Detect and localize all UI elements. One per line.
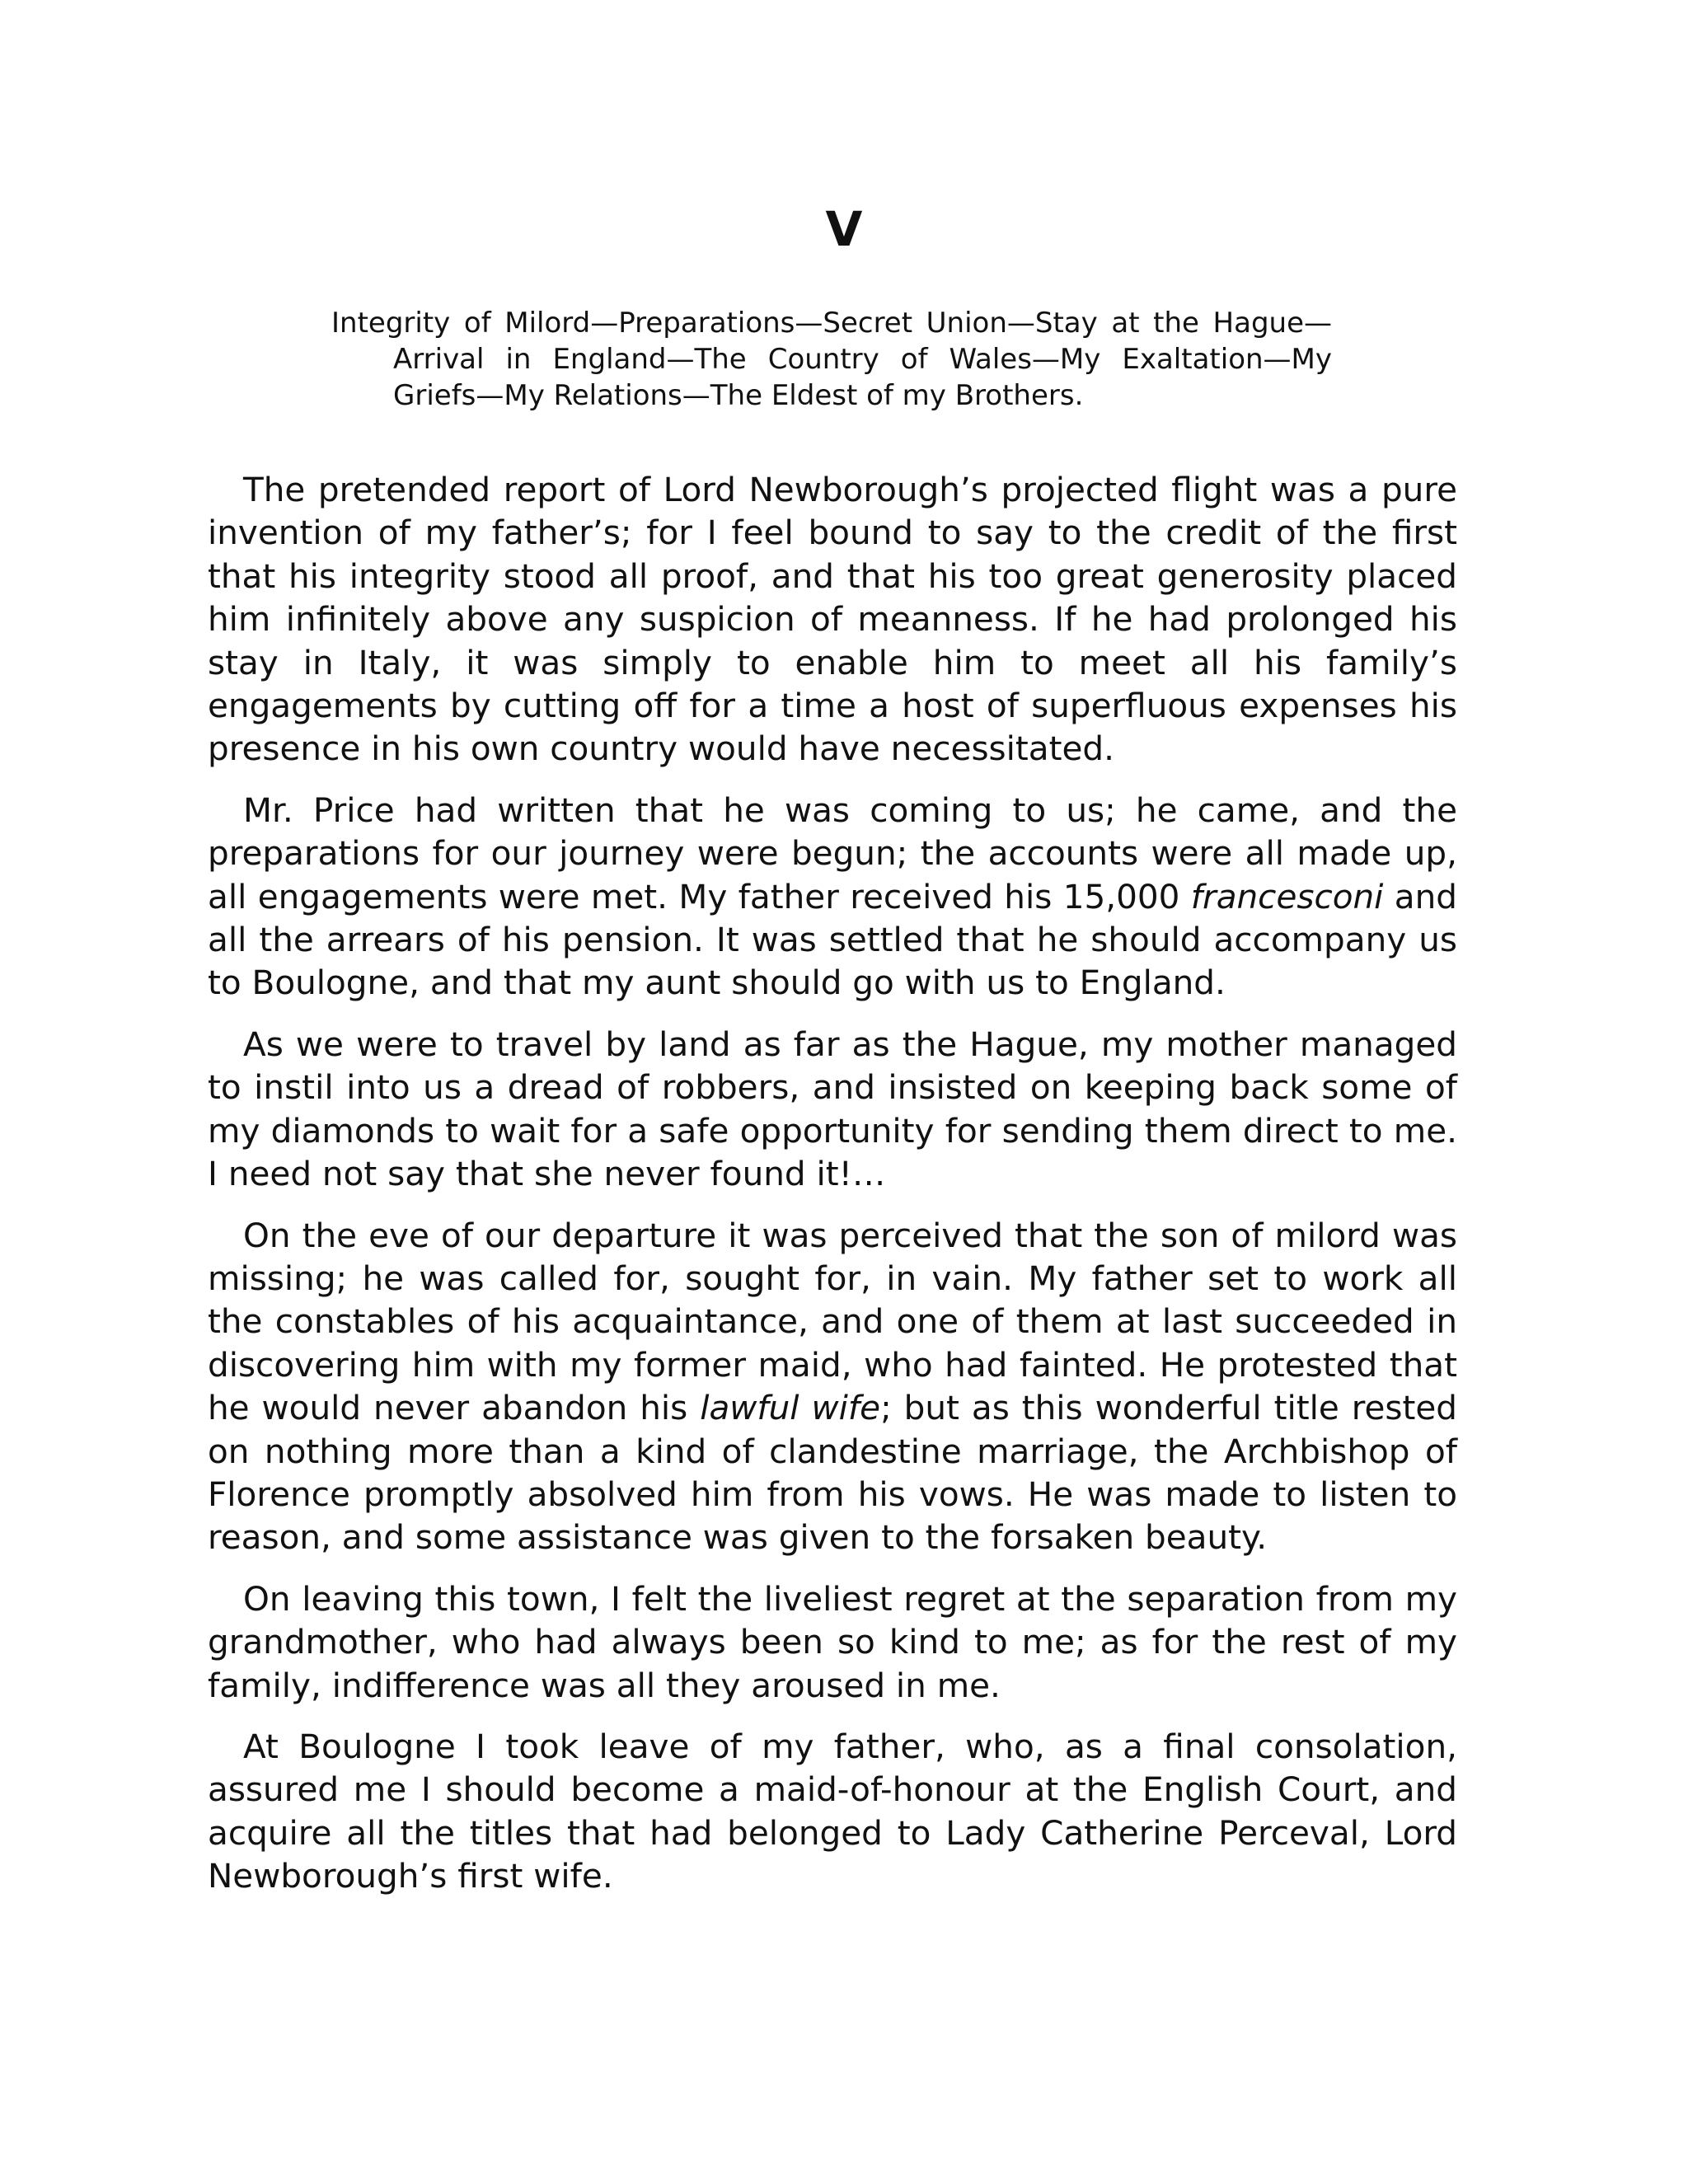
paragraph-1: The pretended report of Lord Newborough’s projected flight was a pure invention of my father’s; for I feel bound to say to the credit of the first that his integrity stood all proof, and that his too great generosity placed him infinitely above any suspicion of meanness. If he had prolonged his stay in Italy, it was simply to enable him to meet all his family’s engagements by cutting off for a time a host of superfluous expenses his presence in his own country would have necessitated. xyxy=(208,470,1457,769)
paragraph-2 xyxy=(208,789,1457,1005)
paragraph-5: On leaving this town, I felt the liveliest regret at the separation from my grandmother, who had always been so kind to me; as for the rest of my family, indifference was all they aroused in me. xyxy=(208,1578,1457,1705)
italic-term-lawful-wife: lawful wife xyxy=(700,1388,881,1428)
chapter-number: V xyxy=(825,201,863,257)
italic-term-francesconi: francesconi xyxy=(1190,876,1384,916)
paragraph-4-text-after: ; but as this wonderful title rested on nothing more than a kind of clandestine marriage, the Archbishop of Florence promptly absolved him from his vows. He was made to listen to reason, and some assistance was given to the forsaken beauty. xyxy=(208,1388,1457,1558)
paragraph-3: As we were to travel by land as far as the Hague, my mother managed to instil into us a dread of robbers, and insisted on keeping back some of my diamonds to wait for a safe opportunity for sending them direct to me. I need not say that she never found it!… xyxy=(208,1024,1457,1194)
paragraph-6: At Boulogne I took leave of my father, who, as a final consolation, assured me I should become a maid-of-honour at the English Court, and acquire all the titles that had belonged to Lady Catherine Perceval, Lord Newborough’s first wife. xyxy=(208,1726,1457,1896)
paragraph-4 xyxy=(208,1214,1457,1559)
paragraph-2-text-after: and all the arrears of his pension. It was settled that he should accompany us to Boulogne, and that my aunt should go with us to England. xyxy=(208,876,1457,1003)
chapter-summary: Integrity of Milord—Preparations—Secret Union—Stay at the Hague—Arrival in England—The Country of Wales—My Exaltation—My Griefs—My Relations—The Eldest of my Brothers. xyxy=(331,307,1332,412)
paragraph-4-text-before: On the eve of our departure it was perceived that the son of milord was missing; he was called for, sought for, in vain. My father set to work all the constables of his acquaintance, and one of them at last succeeded in discovering him with my former maid, who had fainted. He protested that he would never abandon his xyxy=(208,1215,1457,1428)
body-text xyxy=(208,468,1457,1916)
paragraph-2-text-before: Mr. Price had written that he was coming to us; he came, and the preparations for our journey were begun; the accounts were all made up, all engagements were met. My father received his 15,000 xyxy=(208,790,1457,916)
